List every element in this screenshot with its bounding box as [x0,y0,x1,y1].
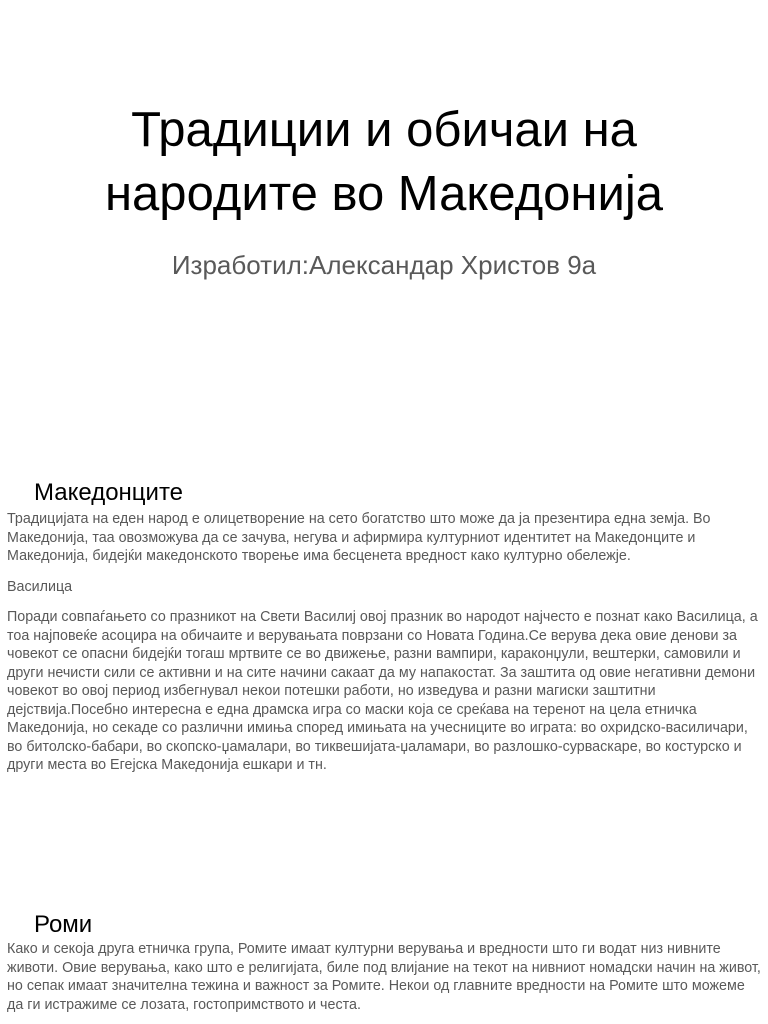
section-paragraph: Како и секоја друга етничка група, Ромите имаат културни верувања и вредности што ги водат низ нивните животи. Овие верувања, како што е религијата, биле под влијание на текот на нивниот номадски начин на живот, но сепак имаат значителна тежина и важност за Ромите. Некои од главните вредности на Ромите што можеме да ги истражиме се лозата, гостопримството и честа. [7,941,761,1013]
title-slide [0,0,768,440]
section-roma [0,910,768,1014]
section-heading: Роми [34,911,93,938]
presentation-subtitle: Изработил:Александар Христов 9а [171,250,597,280]
section-macedonians [0,478,768,775]
presentation-title [20,98,748,226]
section-paragraph: Поради совпаѓањето со празникот на Свети Василиј овој празник во народот најчесто е познат како Василица, а тоа најповеќе асоцира на обичаите и верувањата поврзани со Новата Година.Се верува дека овие денови за човекот се опасни бидејќи тогаш мртвите се во движење, разни вампири, караконџули, вештерки, самовили и други нечисти сили се активни и на сите начини сакаат да му напакостат. За заштита од овие негативни демони човекот во овој период избегнувал некои потешки работи, но изведува и разни магиски заштитни дејствија.Посебно интересна е една драмска игра со маски која се среќава на теренот на цела етничка Македонија, но секаде со различни имиња според имињата на учесниците во играта: во охридско-василичари, во битолско-бабари, во скопско-џамалари, во тиквешијата-џаламари, во разлошко-сурваскаре, во костурско и други места во Егејска Македонија ешкари и тн. [7,609,758,773]
section-subheading: Василица [7,578,73,595]
section-heading: Македонците [34,479,184,506]
title-line-2: народите во Македонија [105,167,663,221]
section-paragraph: Традицијата на еден народ е олицетворение на сето богатство што може да ја презентира една земја. Во Македонија, таа овозможува да се зачува, негува и афирмира културниот идентитет на Македонците и Македонија, бидејќи македонското творење има бесценета вредност како културно обележје. [7,511,711,564]
title-line-1: Традиции и обичаи на [131,103,637,157]
